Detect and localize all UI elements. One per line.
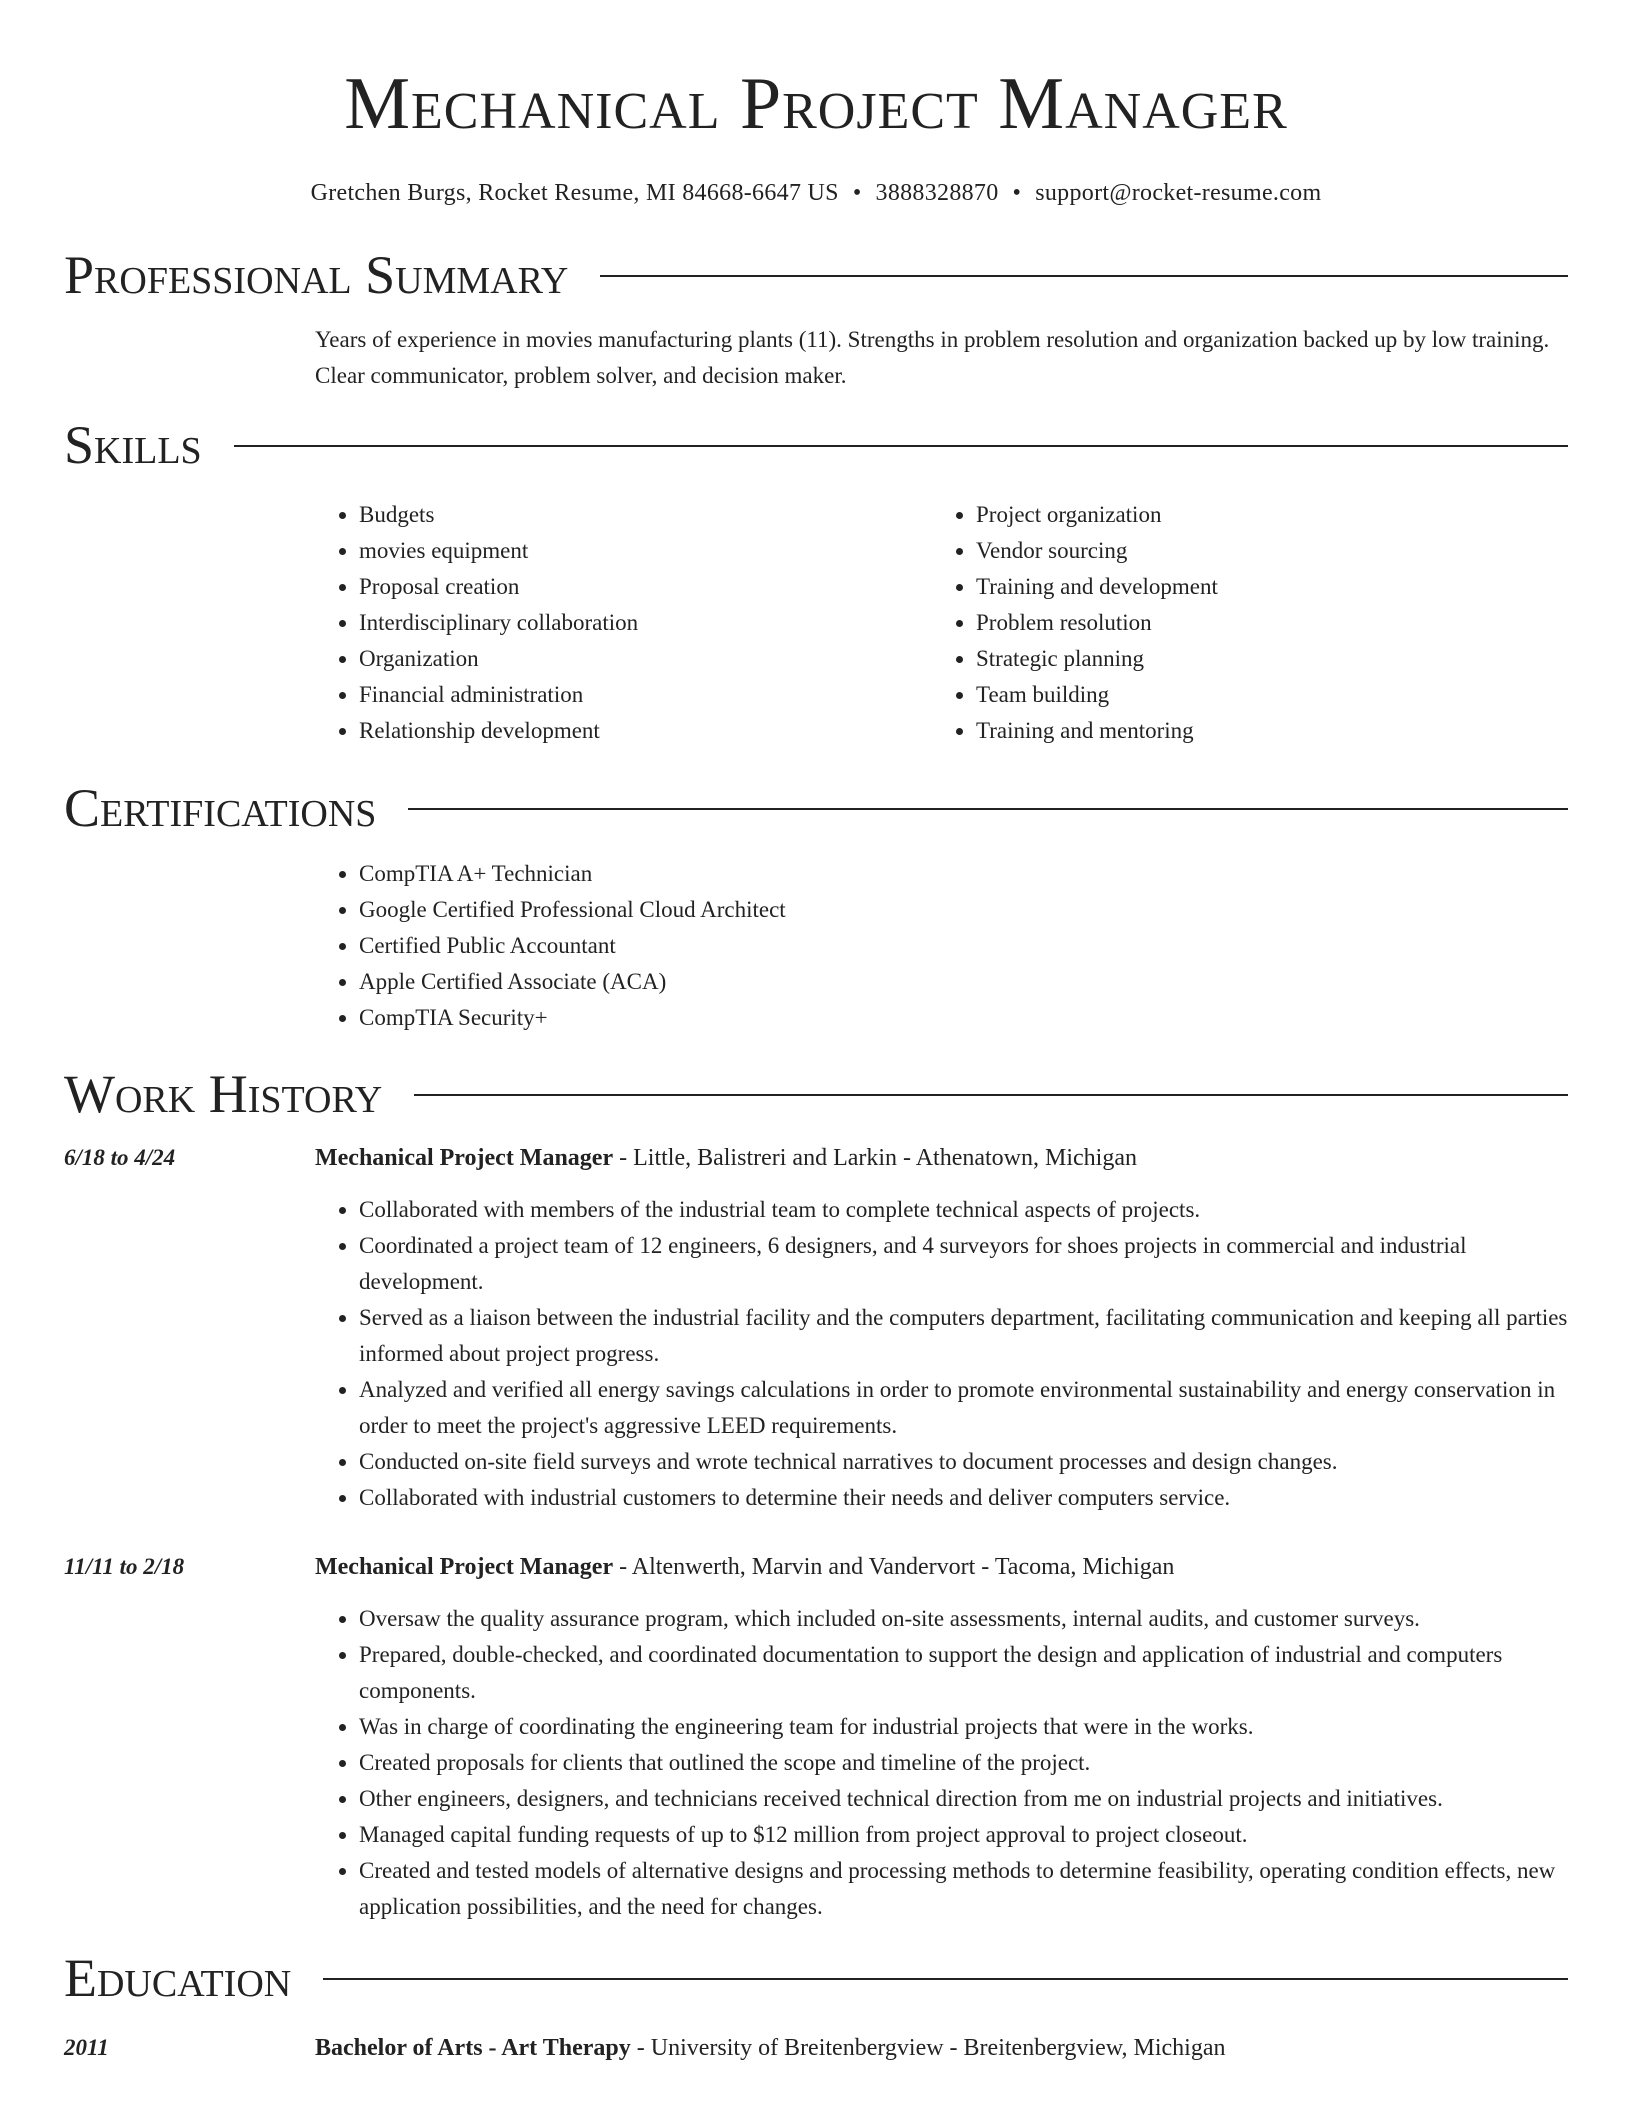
skill-item: • Strategic planning bbox=[976, 641, 1549, 677]
contact-separator: • bbox=[852, 180, 862, 206]
skill-item: • Training and development bbox=[976, 569, 1549, 605]
work-section-header bbox=[64, 1062, 1568, 1126]
certification-item: • Apple Certified Associate (ACA) bbox=[359, 964, 1568, 1000]
section-divider bbox=[414, 1094, 1568, 1096]
job-dates: 6/18 to 4/24 bbox=[64, 1145, 176, 1170]
skill-item: • Vendor sourcing bbox=[976, 533, 1549, 569]
skills-section-header bbox=[64, 413, 1568, 477]
section-divider bbox=[408, 808, 1568, 810]
job-bullet: • Collaborated with members of the industrial team to complete technical aspects of projects. bbox=[359, 1192, 1568, 1228]
job-bullet: • Prepared, double-checked, and coordinated documentation to support the design and application of industrial and computers components. bbox=[359, 1637, 1568, 1709]
skill-item: • Proposal creation bbox=[359, 569, 932, 605]
resume-name-title: Mechanical Project Manager bbox=[344, 63, 1288, 145]
summary-body bbox=[315, 322, 1568, 394]
education-list bbox=[64, 2030, 1568, 2066]
job-entry bbox=[64, 1140, 1568, 1516]
skill-item: • Interdisciplinary collaboration bbox=[359, 605, 932, 641]
certifications-body bbox=[315, 856, 1568, 1036]
job-bullet: • Served as a liaison between the industrial facility and the computers department, facilitating communication and keeping all parties informed about project progress. bbox=[359, 1300, 1568, 1372]
job-bullet: • Analyzed and verified all energy savings calculations in order to promote environmental sustainability and energy conservation in order to meet the project's aggressive LEED requirements. bbox=[359, 1372, 1568, 1444]
summary-text: Years of experience in movies manufacturing plants (11). Strengths in problem resolution and organization backed up by low training. Clear communicator, problem solver, and decision maker. bbox=[315, 327, 1550, 388]
job-body bbox=[315, 1140, 1568, 1516]
skill-item: • Training and mentoring bbox=[976, 713, 1549, 749]
summary-section-header bbox=[64, 243, 1568, 307]
job-employer-location: - Little, Balistreri and Larkin - Athenatown, Michigan bbox=[613, 1145, 1137, 1171]
job-bullet: • Conducted on-site field surveys and wrote technical narratives to document processes and design changes. bbox=[359, 1444, 1568, 1480]
certification-item: • Certified Public Accountant bbox=[359, 928, 1568, 964]
skill-item: • Project organization bbox=[976, 497, 1549, 533]
education-section-title: Education bbox=[64, 1948, 292, 2008]
contact-phone: 3888328870 bbox=[875, 180, 999, 206]
skill-item: • Financial administration bbox=[359, 677, 932, 713]
skill-item: • Budgets bbox=[359, 497, 932, 533]
certifications-section-title: Certifications bbox=[64, 778, 377, 838]
job-bullet: • Created proposals for clients that outlined the scope and timeline of the project. bbox=[359, 1745, 1568, 1781]
job-bullet: • Coordinated a project team of 12 engineers, 6 designers, and 4 surveyors for shoes projects in commercial and industrial development. bbox=[359, 1228, 1568, 1300]
skills-section-title: Skills bbox=[64, 415, 202, 475]
education-school-location: - University of Breitenbergview - Breitenbergview, Michigan bbox=[630, 2035, 1226, 2061]
job-title: Mechanical Project Manager bbox=[315, 1145, 614, 1171]
certifications-section-header bbox=[64, 776, 1568, 840]
job-title: Mechanical Project Manager bbox=[315, 1554, 614, 1580]
certification-item: • CompTIA A+ Technician bbox=[359, 856, 1568, 892]
job-bullet-list bbox=[315, 1192, 1568, 1516]
section-divider bbox=[234, 445, 1568, 447]
contact-address: Gretchen Burgs, Rocket Resume, MI 84668-6647 US bbox=[310, 180, 839, 206]
skill-item: • Relationship development bbox=[359, 713, 932, 749]
job-bullet-list bbox=[315, 1601, 1568, 1925]
job-bullet: • Was in charge of coordinating the engineering team for industrial projects that were in the works. bbox=[359, 1709, 1568, 1745]
skill-item: • Problem resolution bbox=[976, 605, 1549, 641]
job-bullet: • Other engineers, designers, and technicians received technical direction from me on industrial projects and initiatives. bbox=[359, 1781, 1568, 1817]
work-history-list bbox=[64, 1140, 1568, 1925]
job-heading bbox=[315, 1140, 1568, 1176]
skills-list-right bbox=[932, 497, 1549, 749]
summary-section-title: Professional Summary bbox=[64, 245, 569, 305]
skill-item: • Team building bbox=[976, 677, 1549, 713]
job-heading bbox=[315, 1549, 1568, 1585]
education-entry bbox=[64, 2030, 1568, 2066]
contact-email: support@rocket-resume.com bbox=[1035, 180, 1322, 206]
certification-item: • Google Certified Professional Cloud Architect bbox=[359, 892, 1568, 928]
education-heading bbox=[315, 2030, 1568, 2066]
job-employer-location: - Altenwerth, Marvin and Vandervort - Tacoma, Michigan bbox=[613, 1554, 1175, 1580]
job-entry bbox=[64, 1549, 1568, 1925]
contact-line bbox=[64, 176, 1568, 210]
skills-column-right bbox=[932, 497, 1549, 749]
job-dates: 11/11 to 2/18 bbox=[64, 1554, 185, 1579]
job-bullet: • Created and tested models of alternative designs and processing methods to determine feasibility, operating condition effects, new application possibilities, and the need for changes. bbox=[359, 1853, 1568, 1925]
education-section-header bbox=[64, 1946, 1568, 2010]
section-divider bbox=[323, 1978, 1568, 1980]
work-section-title: Work History bbox=[64, 1064, 383, 1124]
education-degree: Bachelor of Arts - Art Therapy bbox=[315, 2035, 631, 2061]
job-bullet: • Collaborated with industrial customers to determine their needs and deliver computers service. bbox=[359, 1480, 1568, 1516]
skills-list-left bbox=[315, 497, 932, 749]
education-year: 2011 bbox=[64, 2035, 109, 2060]
contact-separator: • bbox=[1012, 180, 1022, 206]
skills-column-left bbox=[315, 497, 932, 749]
section-divider bbox=[600, 275, 1568, 277]
skills-grid bbox=[315, 497, 1568, 749]
certifications-list bbox=[315, 856, 1568, 1036]
job-body bbox=[315, 1549, 1568, 1925]
job-bullet: • Oversaw the quality assurance program, which included on-site assessments, internal audits, and customer surveys. bbox=[359, 1601, 1568, 1637]
job-bullet: • Managed capital funding requests of up to $12 million from project approval to project closeout. bbox=[359, 1817, 1568, 1853]
certification-item: • CompTIA Security+ bbox=[359, 1000, 1568, 1036]
skill-item: • movies equipment bbox=[359, 533, 932, 569]
skill-item: • Organization bbox=[359, 641, 932, 677]
